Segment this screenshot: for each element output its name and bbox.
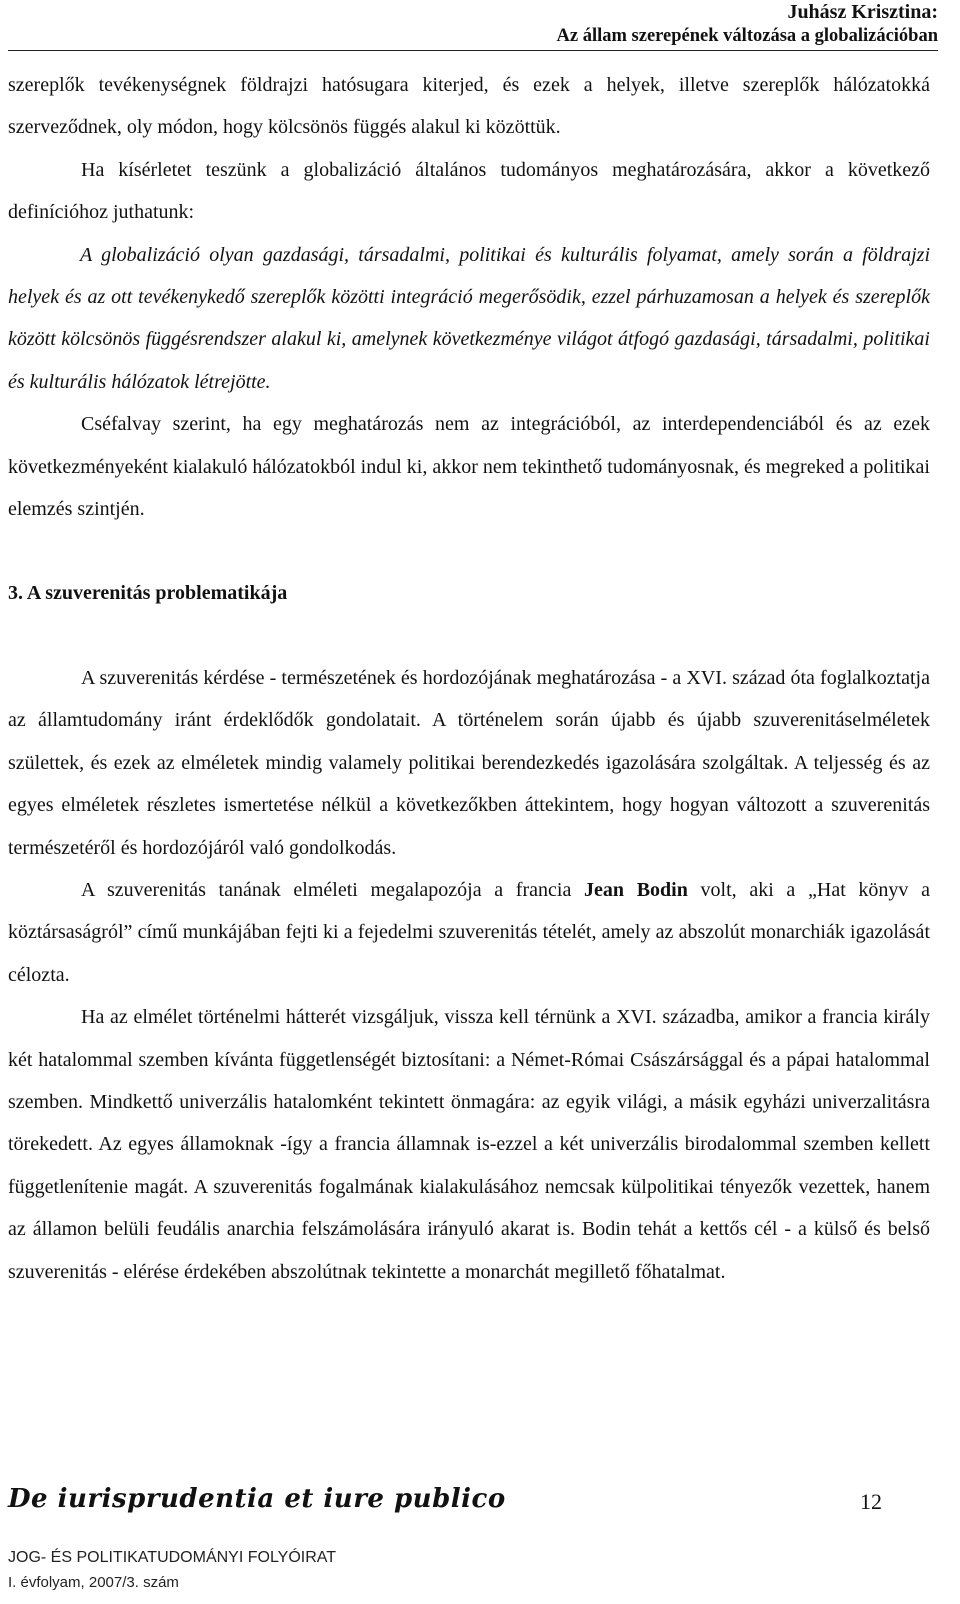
journal-issue: I. évfolyam, 2007/3. szám — [8, 1574, 179, 1591]
paragraph-6 — [8, 869, 930, 996]
header-divider — [8, 50, 938, 51]
paragraph-6-text-before: A szuverenitás tanának elméleti megalapozója a francia — [81, 878, 585, 901]
paragraph-5: A szuverenitás kérdése - természetének és hordozójának meghatározása - a XVI. század óta foglalkoztatja az államtudomány iránt érdeklődők gondolatait. A történelem során újabb és újabb szuverenitáselméletek születtek, és ezek az elméletek mindig valamely politikai berendezkedés igazolására szolgáltak. A teljesség és az egyes elméletek részletes ismertetése nélkül a következőkben áttekintem, hogy hogyan változott a szuverenitás természetéről és hordozójáról való gondolkodás. — [8, 666, 930, 859]
header-author: Juhász Krisztina: — [787, 1, 938, 23]
article-body — [8, 64, 930, 1293]
globalization-definition: A globalizáció olyan gazdasági, társadalmi, politikai és kulturális folyamat, amely során a földrajzi helyek és az ott tevékenykedő szereplők közötti integráció megerősödik, ezzel párhuzamosan a helyek és szereplők között kölcsönös függésrendszer alakul ki, amelynek következménye világot átfogó gazdasági, társadalmi, politikai és kulturális hálózatok létrejötte. — [8, 243, 930, 393]
paragraph-4: Cséfalvay szerint, ha egy meghatározás nem az integrációból, az interdependenciából és az ezek következményeként kialakuló hálózatokból indul ki, akkor nem tekinthető tudományosnak, és megreked a politikai elemzés szintjén. — [8, 413, 930, 521]
journal-name: De iurisprudentia et iure publico — [8, 1484, 506, 1514]
paragraph-6-text-after: volt, aki a „Hat könyv a köztársaságról” című munkájában fejti ki a fejedelmi szuverenitás tételét, amely az abszolút monarchiák igazolását célozta. — [8, 878, 930, 986]
paragraph-2: Ha kísérletet teszünk a globalizáció általános tudományos meghatározására, akkor a következő definícióhoz juthatunk: — [8, 158, 930, 224]
author-name-bodin: Jean Bodin — [584, 878, 688, 901]
header-title: Az állam szerepének változása a globalizációban — [556, 26, 938, 46]
paragraph-1: szereplők tevékenységnek földrajzi hatósugara kiterjed, és ezek a helyek, illetve szereplők hálózatokká szerveződnek, oly módon, hogy kölcsönös függés alakul ki közöttük. — [8, 74, 930, 139]
section-heading: 3. A szuverenitás problematikája — [8, 582, 288, 605]
paragraph-7: Ha az elmélet történelmi hátterét vizsgáljuk, vissza kell térnünk a XVI. századba, amikor a francia király két hatalommal szemben kívánta függetlenségét biztosítani: a Német-Római Császársággal és a pápai hatalommal szemben. Mindkettő univerzális hatalomként tekintett önmagára: az egyik világi, a másik egyházi univerzalitásra törekedett. Az egyes államoknak -így a francia államnak is-ezzel a két univerzális birodalommal szemben kellett függetlenítenie magát. A szuverenitás fogalmának kialakulásához nemcsak külpolitikai tényezők vezettek, hanem az államon belüli feudális anarchia felszámolására irányuló akarat is. Bodin tehát a kettős cél - a külső és belső szuverenitás - elérése érdekében abszolútnak tekintette a monarchát megillető főhatalmat. — [8, 1006, 930, 1283]
page-number: 12 — [860, 1489, 882, 1514]
journal-subtitle: JOG- ÉS POLITIKATUDOMÁNYI FOLYÓIRAT — [8, 1549, 337, 1566]
running-header — [557, 0, 938, 48]
